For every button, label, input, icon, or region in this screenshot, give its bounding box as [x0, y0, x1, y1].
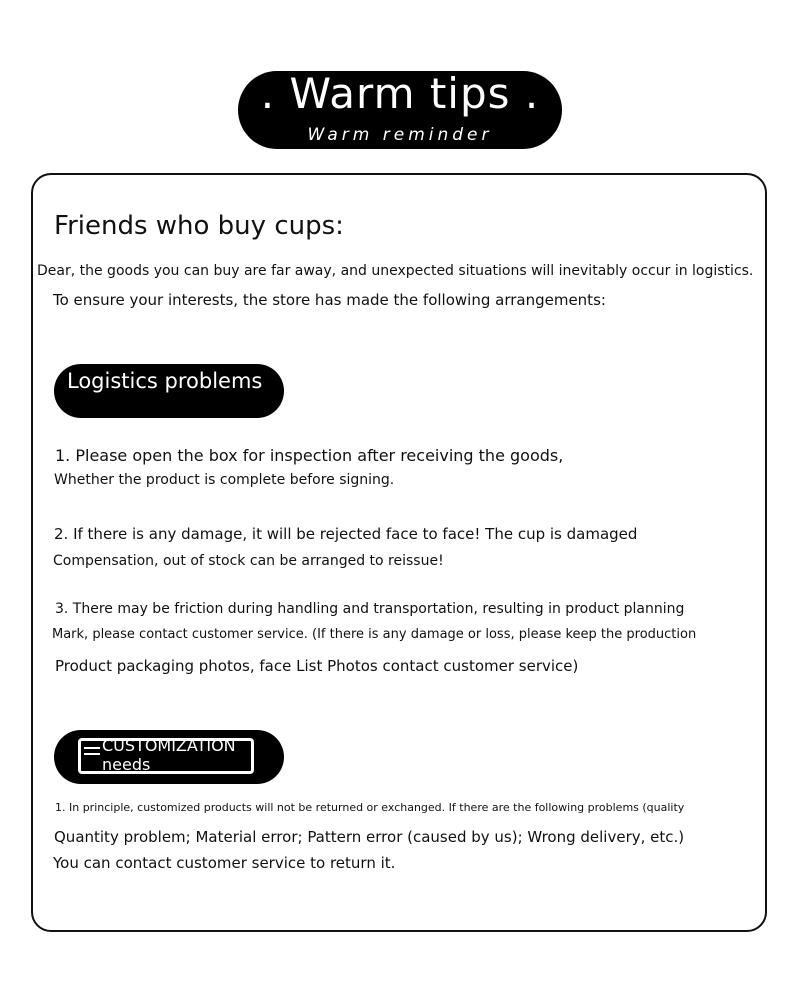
- customization-item-1-line-3: You can contact customer service to return it.: [53, 854, 396, 872]
- logistics-section-label: Logistics problems: [67, 369, 263, 393]
- customization-section-label: [102, 736, 236, 774]
- logistics-item-2-line-1: 2. If there is any damage, it will be rejected face to face! The cup is damaged: [54, 525, 638, 543]
- logistics-section-badge: [54, 364, 284, 418]
- list-lines-icon: [84, 747, 100, 759]
- customization-item-1-line-2: Quantity problem; Material error; Pattern error (caused by us); Wrong delivery, etc.): [54, 828, 685, 846]
- logistics-item-2-line-2: Compensation, out of stock can be arranged to reissue!: [53, 553, 444, 569]
- customization-label-line-1: CUSTOMIZATION: [102, 736, 236, 755]
- customization-item-1-line-1: 1. In principle, customized products will not be returned or exchanged. If there are the following problems (quality: [55, 801, 685, 814]
- header-banner: [238, 71, 562, 149]
- header-title: . Warm tips .: [260, 69, 540, 118]
- header-subtitle: Warm reminder: [307, 125, 493, 145]
- greeting-heading: Friends who buy cups:: [54, 211, 344, 241]
- customization-section-badge: [54, 730, 284, 784]
- intro-line-2: To ensure your interests, the store has made the following arrangements:: [53, 291, 606, 309]
- logistics-item-1-line-2: Whether the product is complete before signing.: [54, 472, 395, 488]
- intro-line-1: Dear, the goods you can buy are far away, and unexpected situations will inevitably occur in logistics.: [37, 263, 754, 279]
- logistics-item-3-line-2: Mark, please contact customer service. (If there is any damage or loss, please keep the production: [52, 627, 697, 642]
- customization-label-line-2: needs: [102, 755, 151, 774]
- logistics-item-3-line-1: 3. There may be friction during handling and transportation, resulting in product planning: [55, 601, 685, 617]
- logistics-item-3-line-3: Product packaging photos, face List Photos contact customer service): [55, 657, 579, 675]
- logistics-item-1-line-1: 1. Please open the box for inspection after receiving the goods,: [55, 446, 564, 465]
